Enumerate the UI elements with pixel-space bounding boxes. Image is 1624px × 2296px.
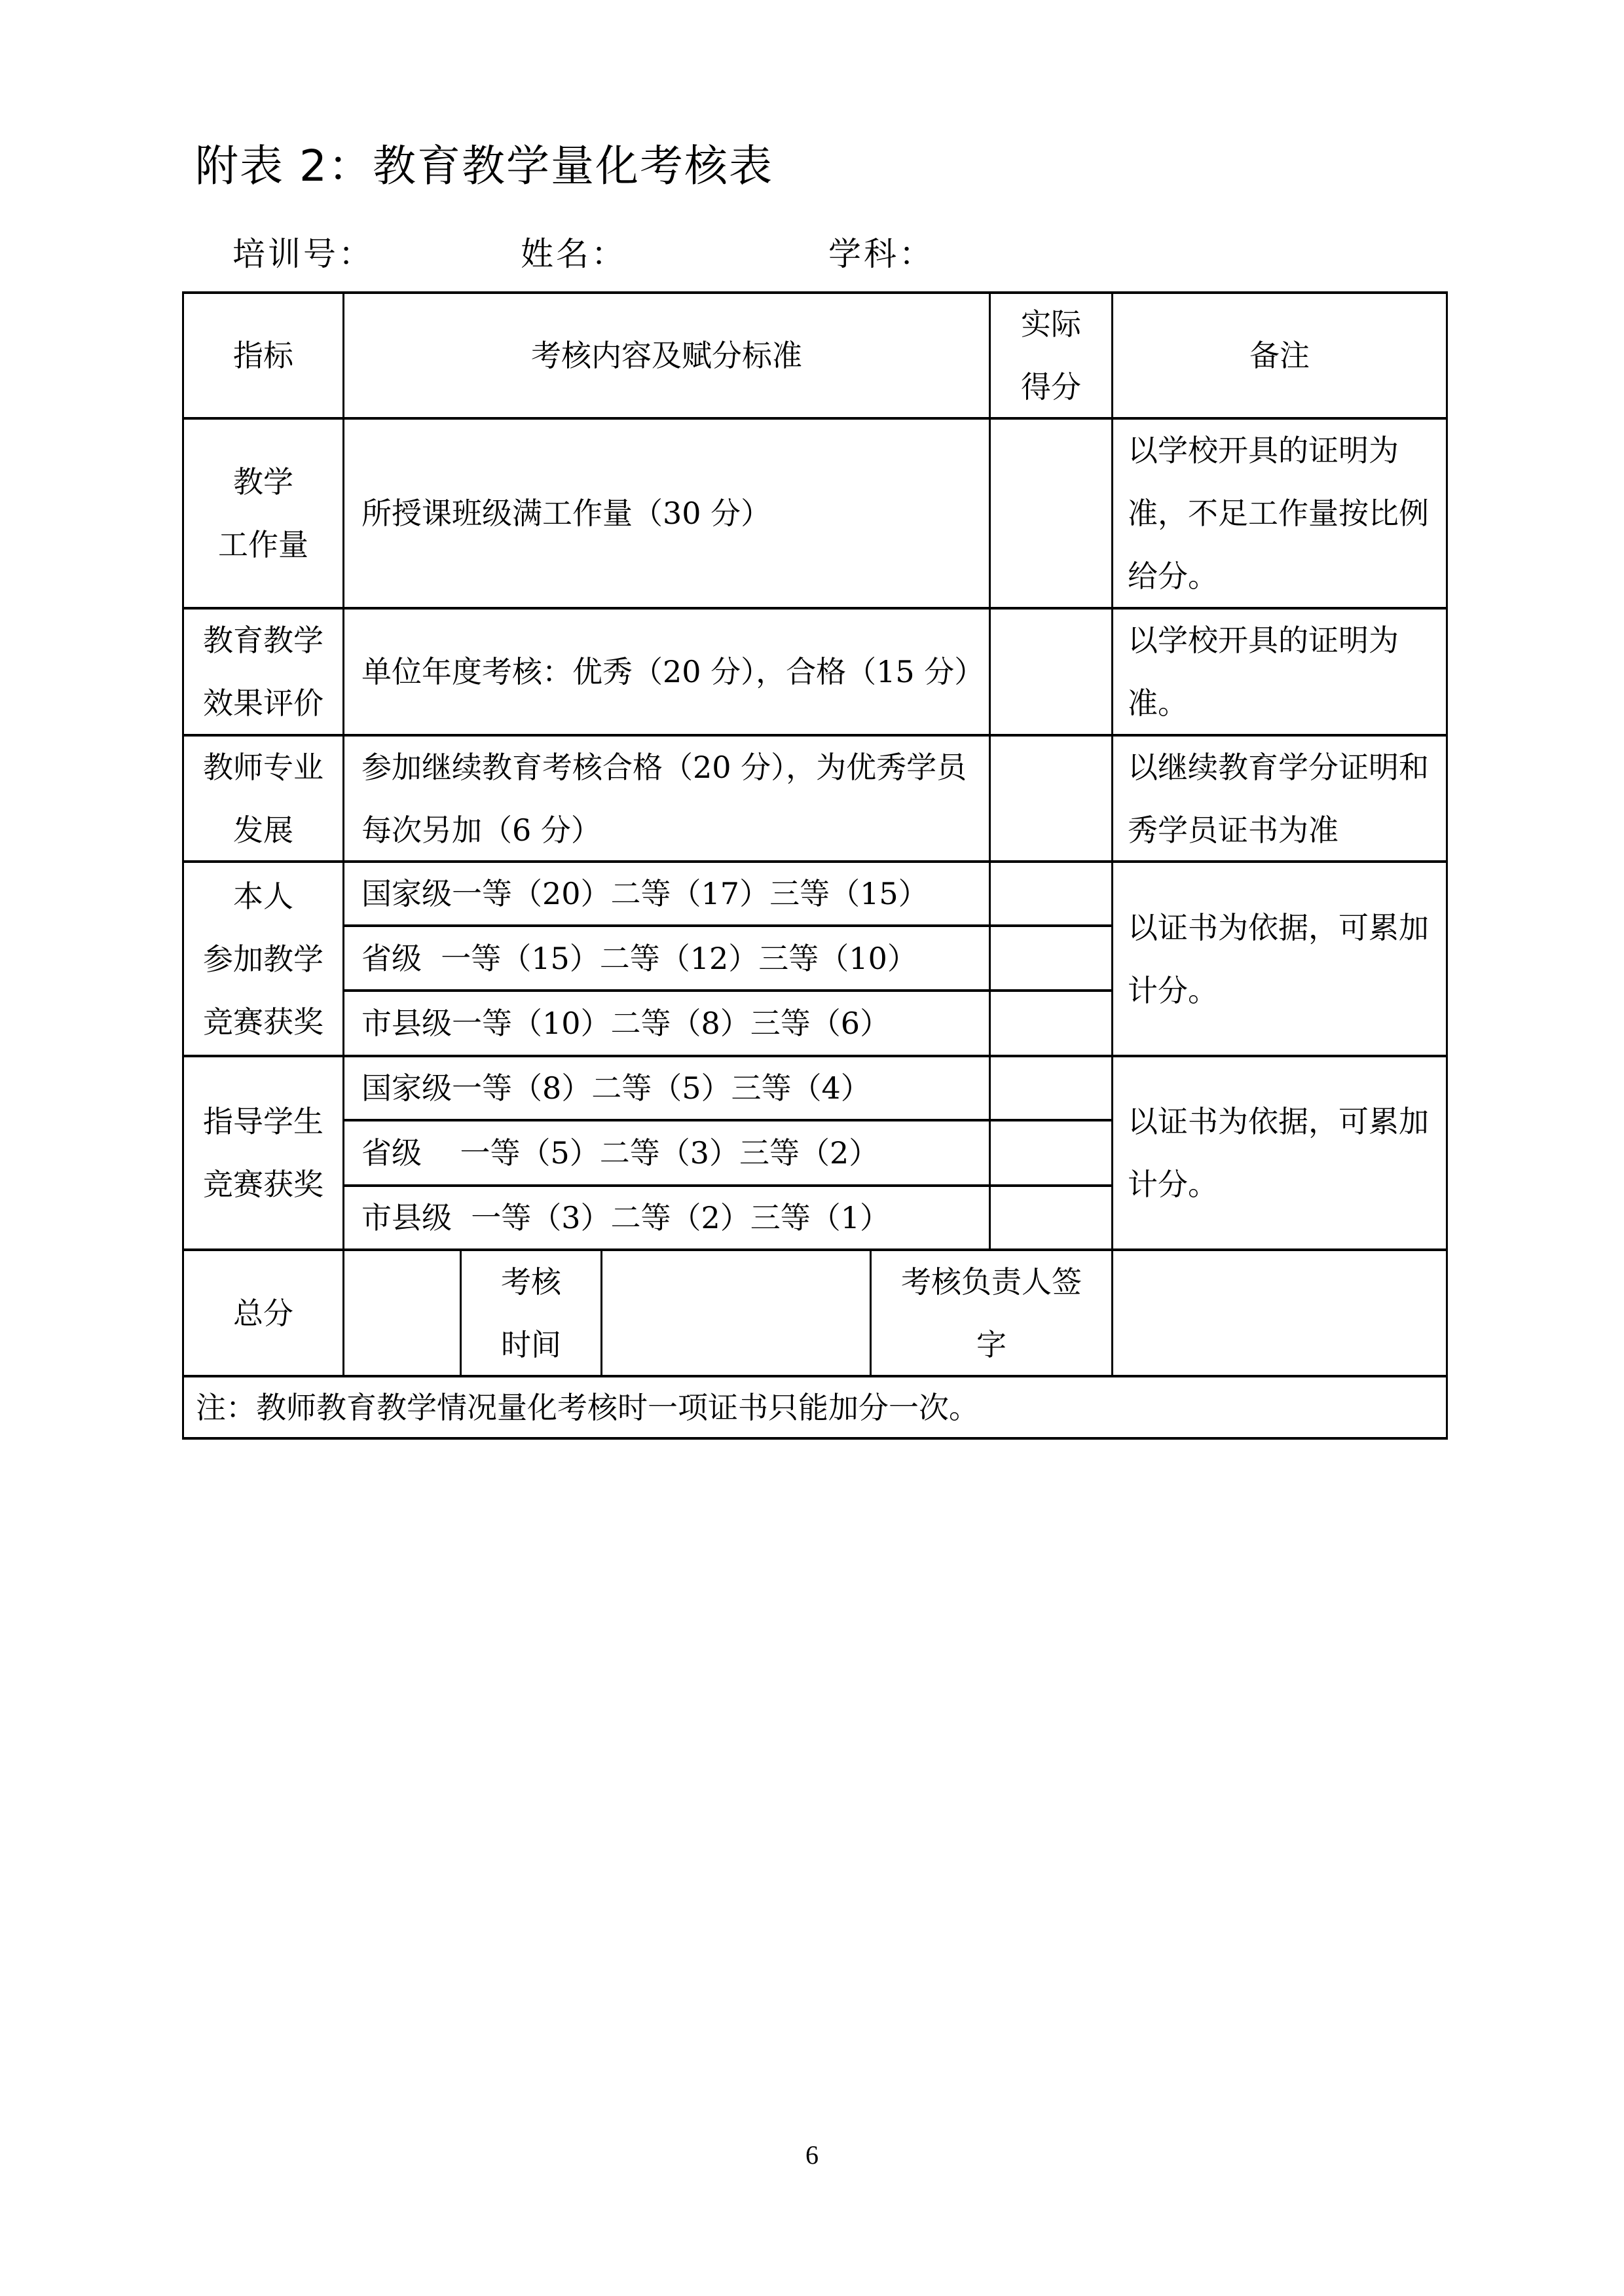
- header-remark: 备注: [1249, 338, 1310, 373]
- subject-label: 学科：: [828, 235, 934, 273]
- award-student-city: 市县级 一等（3）二等（2）三等（1）: [361, 1200, 891, 1235]
- indicator-professional-development: 教师专业 发展: [203, 749, 323, 848]
- remark-workload: 以学校开具的证明为准，不足工作量按比例给分。: [1128, 433, 1429, 594]
- page-number: 6: [805, 2140, 819, 2170]
- name-label: 姓名：: [521, 235, 627, 273]
- total-score-label: 总分: [233, 1295, 293, 1331]
- indicator-student-award: 指导学生 竞赛获奖: [203, 1104, 323, 1202]
- remark-self-award: 以证书为依据，可累加计分。: [1128, 909, 1429, 1008]
- header-indicator: 指标: [233, 338, 293, 373]
- assessor-signature-input[interactable]: [1113, 1251, 1446, 1375]
- score-input-self-national[interactable]: [991, 863, 1111, 924]
- remark-student-award: 以证书为依据，可累加计分。: [1128, 1104, 1429, 1202]
- remark-effect-evaluation: 以学校开具的证明为准。: [1128, 623, 1399, 721]
- header-actual-score: 实际 得分: [1021, 306, 1081, 405]
- assessment-time-label: 考核 时间: [501, 1264, 561, 1362]
- content-workload: 所授课班级满工作量（30 分）: [361, 496, 771, 531]
- indicator-workload: 教学 工作量: [218, 464, 308, 562]
- score-input-professional-development[interactable]: [991, 737, 1111, 860]
- score-input-self-city[interactable]: [991, 992, 1111, 1055]
- score-input-student-provincial[interactable]: [991, 1121, 1111, 1184]
- score-input-student-city[interactable]: [991, 1187, 1111, 1248]
- award-student-provincial: 省级 一等（5）二等（3）三等（2）: [361, 1135, 879, 1171]
- award-self-national: 国家级一等（20）二等（17）三等（15）: [361, 876, 929, 911]
- total-score-input[interactable]: [344, 1251, 460, 1375]
- remark-professional-development: 以继续教育学分证明和秀学员证书为准: [1128, 749, 1429, 848]
- assessor-signature-label: 考核负责人签 字: [901, 1264, 1082, 1362]
- table-note: 注：教师教育教学情况量化考核时一项证书只能加分一次。: [196, 1389, 979, 1425]
- training-no-label: 培训号：: [232, 235, 374, 273]
- indicator-effect-evaluation: 教育教学 效果评价: [203, 623, 323, 721]
- award-self-provincial: 省级 一等（15）二等（12）三等（10）: [361, 940, 917, 976]
- content-effect-evaluation: 单位年度考核：优秀（20 分），合格（15 分）: [361, 654, 985, 689]
- award-student-national: 国家级一等（8）二等（5）三等（4）: [361, 1070, 871, 1106]
- award-self-city: 市县级一等（10）二等（8）三等（6）: [361, 1006, 891, 1041]
- header-content: 考核内容及赋分标准: [531, 338, 802, 373]
- page-title: 附表 2：教育教学量化考核表: [195, 141, 773, 191]
- content-professional-development: 参加继续教育考核合格（20 分），为优秀学员每次另加（6 分）: [361, 749, 967, 848]
- score-input-workload[interactable]: [991, 420, 1111, 607]
- score-input-self-provincial[interactable]: [991, 927, 1111, 989]
- assessment-time-input[interactable]: [602, 1251, 870, 1375]
- score-input-effect-evaluation[interactable]: [991, 610, 1111, 734]
- table-border-right: [1446, 291, 1448, 1440]
- score-input-student-national[interactable]: [991, 1057, 1111, 1119]
- indicator-self-award: 本人 参加教学 竞赛获奖: [203, 878, 323, 1040]
